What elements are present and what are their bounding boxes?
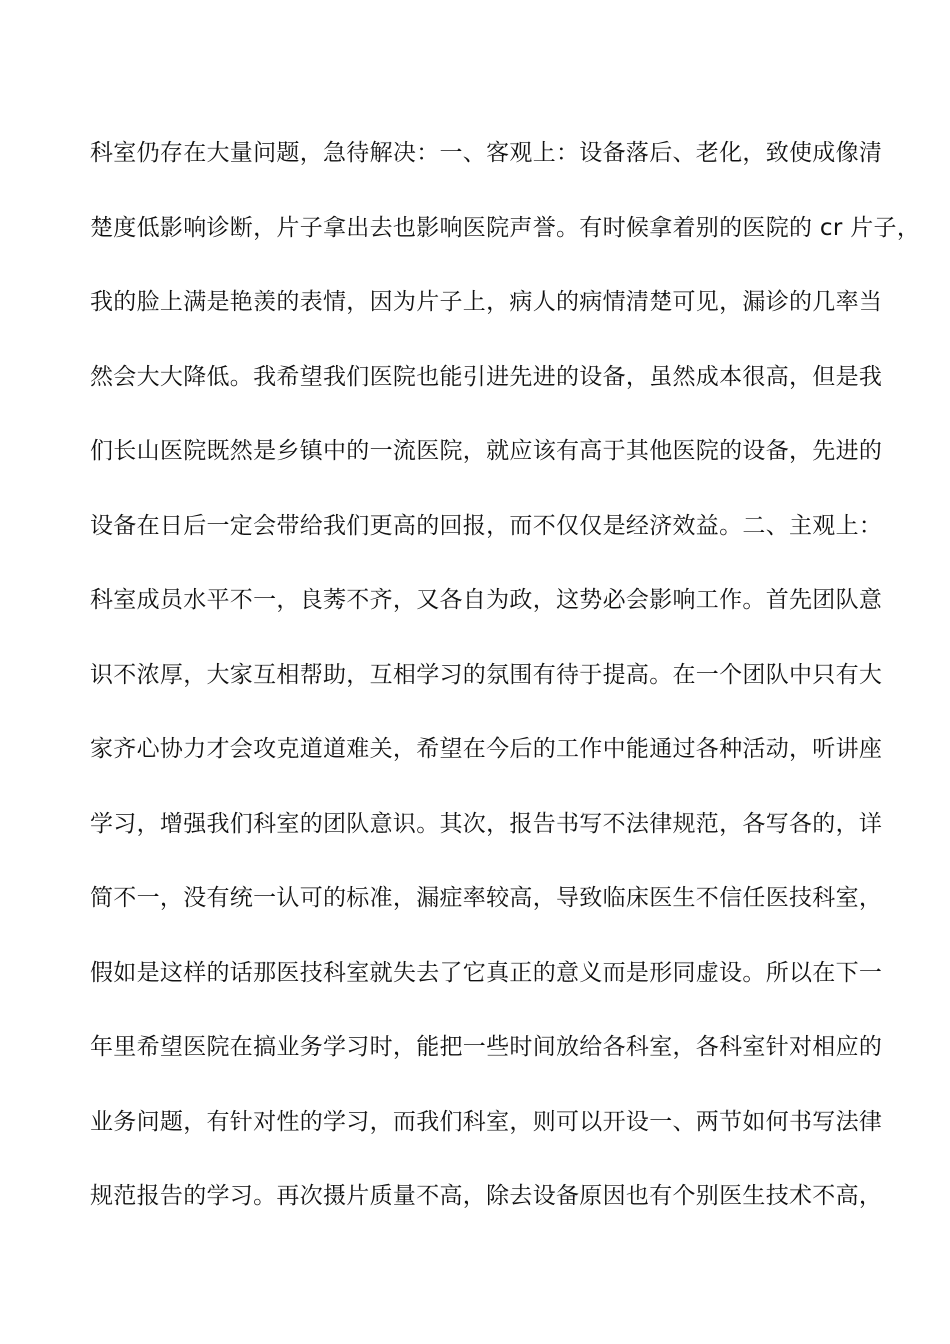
text-line: 科室仍存在大量问题，急待解决：一、客观上：设备落后、老化，致使成像清 xyxy=(90,140,883,166)
text-line: 规范报告的学习。再次摄片质量不高，除去设备原因也有个别医生技术不高， xyxy=(90,1183,883,1209)
text-line: 年里希望医院在搞业务学习时，能把一些时间放给各科室，各科室针对相应的 xyxy=(90,1034,883,1060)
text-line: 假如是这样的话那医技科室就失去了它真正的意义而是形同虚设。所以在下一 xyxy=(90,959,883,986)
text-line: 们长山医院既然是乡镇中的一流医院，就应该有高于其他医院的设备，先进的 xyxy=(90,438,883,464)
body-text xyxy=(90,131,921,1249)
text-line: 学习，增强我们科室的团队意识。其次，报告书写不法律规范，各写各的，详 xyxy=(90,810,883,837)
text-line: 科室成员水平不一，良莠不齐，又各自为政，这势必会影响工作。首先团队意 xyxy=(90,587,883,613)
text-line: 家齐心协力才会攻克道道难关，希望在今后的工作中能通过各种活动，听讲座 xyxy=(90,736,883,762)
text-line: 识不浓厚，大家互相帮助，互相学习的氛围有待于提高。在一个团队中只有大 xyxy=(90,661,883,688)
text-line: 我的脸上满是艳羡的表情，因为片子上，病人的病情清楚可见，漏诊的几率当 xyxy=(90,289,883,315)
text-line: 业务问题，有针对性的学习，而我们科室，则可以开设一、两节如何书写法律 xyxy=(90,1108,883,1135)
text-line: 简不一，没有统一认可的标准，漏症率较高，导致临床医生不信任医技科室， xyxy=(90,885,883,911)
text-line: 然会大大降低。我希望我们医院也能引进先进的设备，虽然成本很高，但是我 xyxy=(90,363,883,390)
text-line: 楚度低影响诊断，片子拿出去也影响医院声誉。有时候拿着别的医院的 cr 片子， xyxy=(90,214,921,241)
text-line: 设备在日后一定会带给我们更高的回报，而不仅仅是经济效益。二、主观上： xyxy=(90,512,883,539)
